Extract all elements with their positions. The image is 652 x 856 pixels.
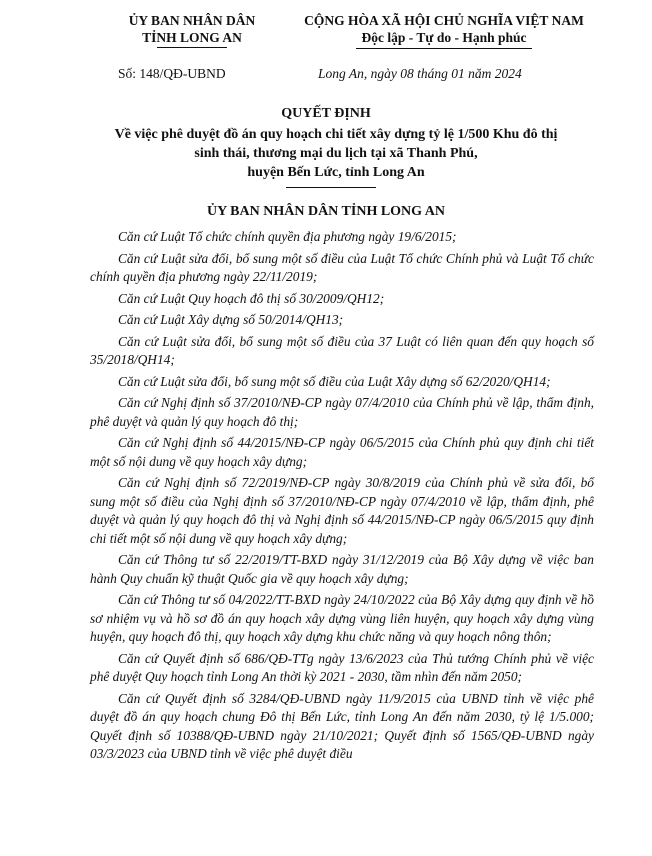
- legal-basis-paragraph: Căn cứ Quyết định số 3284/QĐ-UBND ngày 11/9/2015 của UBND tỉnh về việc phê duyệt đồ án quy hoạch chung Đô thị Bến Lức, tỉnh Long An đến năm 2030, tỷ lệ 1/5.000; Quyết định số 10388/QĐ-UBND ngày 21/10/2021; Quyết định số 1565/QĐ-UBND ngày 03/3/2023 của UBND tỉnh về việc phê duyệt điều: [90, 690, 594, 761]
- legal-basis-paragraph: Căn cứ Nghị định số 37/2010/NĐ-CP ngày 07/4/2010 của Chính phủ về lập, thẩm định, phê duyệt và quản lý quy hoạch đô thị;: [90, 395, 594, 429]
- legal-basis-paragraph: Căn cứ Nghị định số 72/2019/NĐ-CP ngày 30/8/2019 của Chính phủ về sửa đổi, bổ sung một số điều của Nghị định số 37/2010/NĐ-CP ngày 07/4/2010 về lập, thẩm định, phê duyệt và quản lý quy hoạch đô thị và Nghị định số 44/2015/NĐ-CP ngày 06/5/2015 quy định chi tiết một số nội dung về quy hoạch xây dựng;: [90, 475, 594, 546]
- legal-basis-paragraph: Căn cứ Quyết định số 686/QĐ-TTg ngày 13/6/2023 của Thủ tướng Chính phủ về việc phê duyệt Quy hoạch tỉnh Long An thời kỳ 2021 - 2030, tầm nhìn đến năm 2050;: [90, 650, 594, 684]
- document-title: QUYẾT ĐỊNH: [281, 106, 371, 121]
- subject-line: sinh thái, thương mại du lịch tại xã Thanh Phú,: [194, 146, 478, 161]
- national-name: CỘNG HÒA XÃ HỘI CHỦ NGHĨA VIỆT NAM: [304, 13, 584, 28]
- subject-underline: [286, 187, 376, 188]
- legal-basis-paragraph: Căn cứ Luật sửa đổi, bổ sung một số điều của Luật Xây dựng số 62/2020/QH14;: [118, 373, 551, 389]
- decision-authority: ỦY BAN NHÂN DÂN TỈNH LONG AN: [206, 204, 446, 219]
- legal-basis-list: [90, 228, 594, 767]
- legal-basis-paragraph: Căn cứ Luật Xây dựng số 50/2014/QH13;: [118, 312, 344, 327]
- legal-basis-paragraph: Căn cứ Luật Tổ chức chính quyền địa phương ngày 19/6/2015;: [118, 229, 457, 244]
- legal-basis-paragraph: Căn cứ Luật sửa đổi, bổ sung một số điều của Luật Tổ chức Chính phủ và Luật Tổ chức chính quyền địa phương ngày 22/11/2019;: [90, 250, 594, 284]
- legal-basis-paragraph: Căn cứ Luật Quy hoạch đô thị số 30/2009/QH12;: [118, 290, 385, 306]
- national-motto: Độc lập - Tự do - Hạnh phúc: [361, 30, 527, 45]
- authority-underline: [157, 47, 227, 48]
- subject-line: huyện Bến Lức, tỉnh Long An: [247, 165, 425, 180]
- issuing-authority-block: [92, 12, 292, 48]
- subject-line: Về việc phê duyệt đồ án quy hoạch chi tiết xây dựng tỷ lệ 1/500 Khu đô thị: [114, 127, 558, 142]
- document-number: Số: 148/QĐ-UBND: [118, 66, 226, 81]
- document-subject: [86, 125, 586, 182]
- issuing-authority-line2: TỈNH LONG AN: [142, 30, 242, 45]
- legal-basis-paragraph: Căn cứ Nghị định số 44/2015/NĐ-CP ngày 06/5/2015 của Chính phủ quy định chi tiết một số nội dung về quy hoạch xây dựng;: [90, 435, 594, 469]
- issuing-authority-line1: ỦY BAN NHÂN DÂN: [128, 13, 256, 28]
- legal-basis-paragraph: Căn cứ Thông tư số 22/2019/TT-BXD ngày 31/12/2019 của Bộ Xây dựng về việc ban hành Quy chuẩn kỹ thuật Quốc gia về quy hoạch xây dựng;: [90, 552, 594, 586]
- national-header-block: [268, 12, 620, 49]
- legal-basis-paragraph: Căn cứ Thông tư số 04/2022/TT-BXD ngày 24/10/2022 của Bộ Xây dựng quy định về hồ sơ nhiệm vụ và hồ sơ đồ án quy hoạch xây dựng vùng liên huyện, quy hoạch xây dựng vùng huyện, quy hoạch đô thị, quy hoạch xây dựng khu chức năng và quy hoạch nông thôn;: [90, 592, 594, 644]
- document-date: Long An, ngày 08 tháng 01 năm 2024: [318, 66, 522, 81]
- legal-basis-paragraph: Căn cứ Luật sửa đổi, bổ sung một số điều của 37 Luật có liên quan đến quy hoạch số 35/2018/QH14;: [90, 333, 594, 367]
- motto-underline: [356, 48, 532, 49]
